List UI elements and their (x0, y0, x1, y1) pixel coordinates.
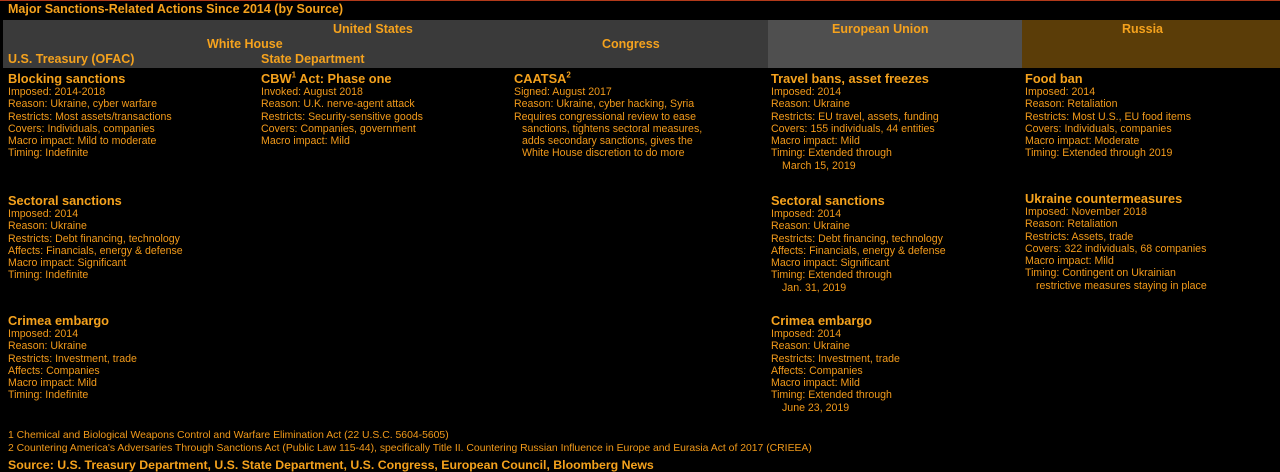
russia-ukraine-countermeasures-block (1025, 191, 1207, 292)
block-line: Reason: Ukraine (8, 220, 87, 233)
eu-crimea-embargo-block (771, 313, 900, 414)
european-union-label: European Union (832, 22, 929, 36)
block-line: restrictive measures staying in place (1036, 279, 1207, 292)
ofac-sectoral-sanctions-block (8, 193, 183, 282)
block-line: Covers: 322 individuals, 68 companies (1025, 242, 1207, 255)
block-line: Reason: Retaliation (1025, 218, 1118, 231)
block-line: Timing: Indefinite (8, 147, 89, 160)
title-text: CAATSA (514, 71, 567, 86)
block-line: Macro impact: Significant (8, 257, 127, 270)
block-line: sanctions, tightens sectoral measures, (522, 122, 703, 135)
block-line: Timing: Indefinite (8, 389, 89, 402)
block-line: Reason: Ukraine, cyber hacking, Syria (514, 98, 695, 111)
block-line: Invoked: August 2018 (261, 86, 363, 98)
footnote-2: 2 Countering America's Adversaries Through Sanctions Act (Public Law 115-44), specifically Title II. Countering Russian Influence in Europe and Eurasia Act of 2017 (CRIEEA) (8, 443, 812, 454)
block-line: Reason: Retaliation (1025, 98, 1118, 111)
block-line: Restricts: Investment, trade (771, 352, 900, 365)
footnote-ref: 1 (291, 70, 297, 80)
white-house-label: White House (207, 37, 283, 51)
block-line: June 23, 2019 (782, 401, 850, 414)
block-line: Reason: U.K. nerve-agent attack (261, 98, 415, 111)
block-line: Requires congressional review to ease (514, 110, 696, 123)
block-line: Restricts: Debt financing, technology (8, 232, 180, 245)
source-line: Source: U.S. Treasury Department, U.S. State Department, U.S. Congress, European Council, Bloomberg News (8, 458, 654, 472)
block-line: Covers: Individuals, companies (8, 122, 155, 135)
block-line: Reason: Ukraine (771, 220, 850, 233)
block-line: Restricts: Most assets/transactions (8, 110, 172, 123)
block-line: Macro impact: Mild to moderate (8, 135, 157, 148)
block-line: Imposed: 2014-2018 (8, 86, 106, 98)
block-line: Affects: Financials, energy & defense (771, 244, 946, 257)
block-line: Timing: Contingent on Ukrainian (1025, 267, 1176, 280)
block-line: Jan. 31, 2019 (782, 281, 847, 294)
block-title: Food ban (1025, 71, 1083, 86)
european-union-header (768, 20, 1022, 68)
block-title: Sectoral sanctions (8, 193, 122, 208)
block-line: Macro impact: Mild (261, 135, 350, 148)
block-title (261, 71, 423, 86)
block-line: adds secondary sanctions, gives the (522, 135, 693, 148)
block-title: Blocking sanctions (8, 71, 126, 86)
title-text: CBW (261, 71, 292, 86)
block-line: Restricts: Debt financing, technology (771, 232, 943, 245)
block-line: Reason: Ukraine (771, 340, 850, 353)
block-line: Imposed: 2014 (771, 208, 842, 220)
block-line: Macro impact: Mild (771, 135, 860, 148)
block-line: Affects: Companies (771, 364, 863, 377)
block-line: Restricts: EU travel, assets, funding (771, 110, 939, 123)
block-line: Restricts: Assets, trade (1025, 230, 1134, 243)
block-line: Imposed: 2014 (771, 328, 842, 340)
block-title: Ukraine countermeasures (1025, 191, 1183, 206)
ofac-crimea-embargo-block (8, 313, 137, 402)
state-cbw-act-block (261, 71, 423, 147)
block-line: Reason: Ukraine (771, 98, 850, 111)
title-text: Act: Phase one (296, 71, 392, 86)
block-line: Reason: Ukraine (8, 340, 87, 353)
footnote-1: 1 Chemical and Biological Weapons Control and Warfare Elimination Act (22 U.S.C. 5604-5605) (8, 430, 449, 441)
block-line: Macro impact: Moderate (1025, 135, 1140, 148)
block-title: Crimea embargo (8, 313, 109, 328)
block-line: Timing: Extended through 2019 (1025, 147, 1173, 160)
block-line: Macro impact: Mild (1025, 255, 1114, 268)
block-line: Macro impact: Mild (8, 377, 97, 390)
block-line: White House discretion to do more (522, 147, 685, 160)
block-line: Affects: Financials, energy & defense (8, 244, 183, 257)
block-line: Imposed: 2014 (8, 328, 79, 340)
block-line: Restricts: Security-sensitive goods (261, 110, 423, 123)
footnote-ref: 2 (566, 70, 571, 80)
block-line: Timing: Indefinite (8, 269, 89, 282)
top-rule (0, 0, 1280, 1)
ofac-blocking-sanctions-block (8, 71, 172, 160)
block-line: March 15, 2019 (782, 159, 856, 172)
page-title: Major Sanctions-Related Actions Since 2014 (by Source) (8, 2, 344, 16)
eu-travel-bans-block (771, 71, 939, 172)
block-line: Imposed: 2014 (1025, 86, 1096, 98)
block-line: Affects: Companies (8, 364, 100, 377)
block-line: Timing: Extended through (771, 389, 892, 402)
block-line: Imposed: 2014 (8, 208, 79, 220)
block-line: Imposed: 2014 (771, 86, 842, 98)
block-line: Covers: Companies, government (261, 122, 416, 135)
block-title: Sectoral sanctions (771, 193, 885, 208)
block-line: Macro impact: Significant (771, 257, 890, 270)
block-line: Restricts: Investment, trade (8, 352, 137, 365)
block-line: Timing: Extended through (771, 147, 892, 160)
russia-food-ban-block (1025, 71, 1191, 160)
block-line: Signed: August 2017 (514, 86, 612, 98)
block-title: Travel bans, asset freezes (771, 71, 929, 86)
block-line: Macro impact: Mild (771, 377, 860, 390)
congress-caatsa-block (514, 71, 702, 160)
block-line: Covers: Individuals, companies (1025, 122, 1172, 135)
block-line: Reason: Ukraine, cyber warfare (8, 98, 157, 111)
block-title: Crimea embargo (771, 313, 872, 328)
russia-label: Russia (1122, 22, 1163, 36)
state-department-label: State Department (261, 52, 365, 66)
eu-sectoral-sanctions-block (771, 193, 946, 294)
ofac-label: U.S. Treasury (OFAC) (8, 52, 135, 66)
united-states-label: United States (333, 22, 413, 36)
united-states-header (3, 20, 768, 68)
congress-label: Congress (602, 37, 660, 51)
block-line: Timing: Extended through (771, 269, 892, 282)
russia-header (1022, 20, 1280, 68)
block-line: Restricts: Most U.S., EU food items (1025, 110, 1192, 123)
block-line: Covers: 155 individuals, 44 entities (771, 122, 935, 135)
block-title (514, 71, 702, 86)
block-line: Imposed: November 2018 (1025, 206, 1147, 218)
